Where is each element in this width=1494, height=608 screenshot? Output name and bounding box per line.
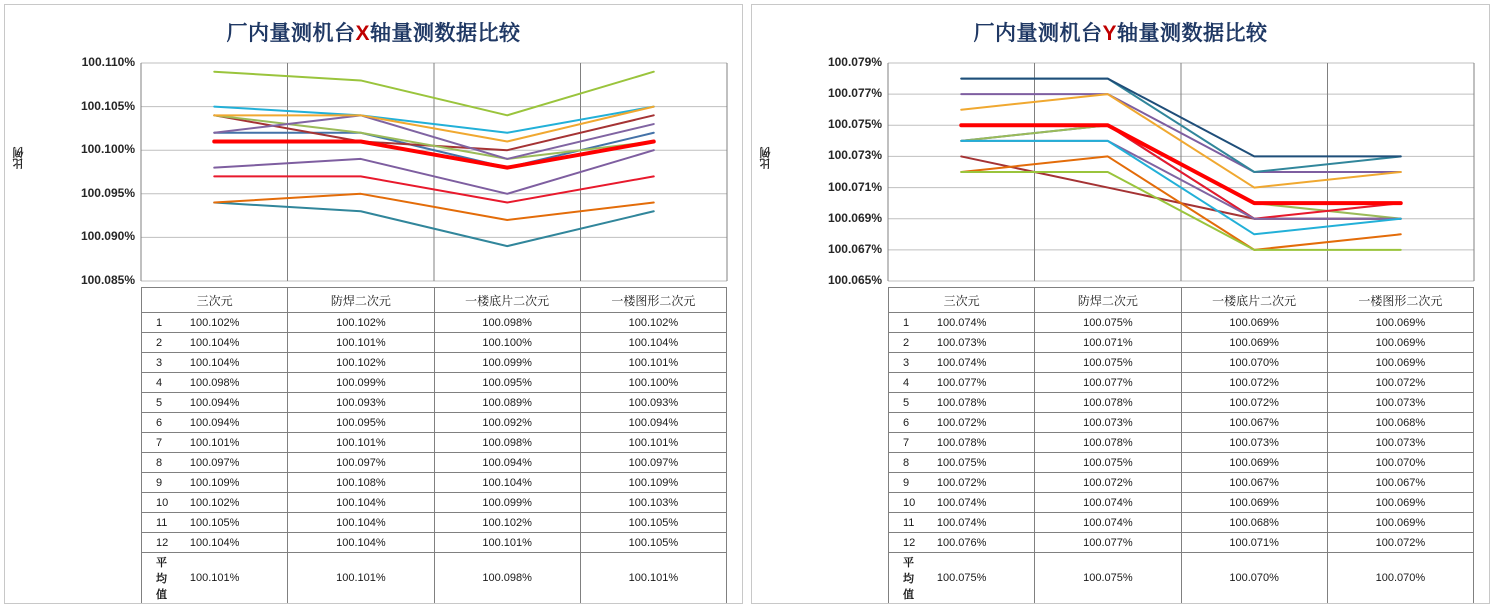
table-row [889,393,1474,413]
table-cell: 100.073% [889,333,1035,353]
y-tick-label: 100.075% [827,117,882,132]
table-cell: 100.098% [434,433,580,453]
table-row [142,333,727,353]
chart-panel-x [4,4,743,604]
y-tick-label: 100.095% [80,185,135,200]
table-row [142,393,727,413]
table-cell: 100.069% [1327,493,1473,513]
plot-area [752,47,1489,287]
table-cell: 100.094% [434,453,580,473]
table-cell: 100.105% [142,513,288,533]
legend-label: 4 [156,376,163,389]
table-cell: 100.078% [889,393,1035,413]
table-cell: 100.102% [288,313,434,333]
y-tick-label: 100.090% [80,229,135,244]
table-cell: 100.067% [1181,473,1327,493]
table-row [142,433,727,453]
table-cell: 100.104% [288,533,434,553]
chart-title-prefix: 厂内量测机台 [226,22,356,45]
table-cell: 100.097% [288,453,434,473]
legend-label: 12 [156,536,169,549]
table-cell: 100.071% [1035,333,1181,353]
table-cell: 100.105% [580,533,726,553]
table-cell: 100.069% [1327,353,1473,373]
table-cell: 100.102% [434,513,580,533]
y-tick-label: 100.065% [827,273,882,287]
data-table [888,287,1474,604]
table-cell: 100.072% [1181,393,1327,413]
y-tick-label: 100.105% [80,98,135,113]
column-header: 一楼底片二次元 [434,288,580,313]
chart-title-axis: Y [1102,22,1117,45]
legend-label: 6 [903,416,910,429]
table-row [142,493,727,513]
table-cell: 100.101% [580,353,726,373]
table-cell: 100.070% [1327,553,1473,604]
table-cell: 100.093% [288,393,434,413]
column-header: 防焊二次元 [1035,288,1181,313]
table-cell: 100.074% [889,313,1035,333]
legend-label: 4 [903,376,910,389]
table-cell: 100.098% [142,373,288,393]
column-header: 一楼图形二次元 [1327,288,1473,313]
legend-label: 5 [156,396,163,409]
legend-label: 3 [903,356,910,369]
legend-label: 1 [156,316,163,329]
chart-title-axis: X [355,22,370,45]
y-tick-label: 100.069% [827,210,882,225]
legend-label: 3 [156,356,163,369]
table-cell: 100.102% [288,353,434,373]
table-cell: 100.098% [434,313,580,333]
y-tick-label: 100.073% [827,148,882,163]
table-cell: 100.078% [1035,433,1181,453]
table-cell: 100.095% [288,413,434,433]
table-cell: 100.104% [142,333,288,353]
table-row [889,513,1474,533]
table-cell: 100.072% [1181,373,1327,393]
table-cell: 100.069% [1181,453,1327,473]
table-cell: 100.103% [580,493,726,513]
data-table [141,287,727,604]
table-cell: 100.093% [580,393,726,413]
table-row [142,453,727,473]
table-cell: 100.073% [1327,433,1473,453]
table-cell: 100.074% [1035,493,1181,513]
table-cell: 100.069% [1181,333,1327,353]
chart-panel-y [751,4,1490,604]
table-cell: 100.072% [1035,473,1181,493]
legend-label: 10 [156,496,169,509]
table-cell: 100.072% [1327,373,1473,393]
legend-label: 7 [903,436,910,449]
table-cell: 100.075% [889,553,1035,604]
table-cell: 100.069% [1181,493,1327,513]
table-cell: 100.069% [1327,313,1473,333]
legend-label: 8 [903,456,910,469]
table-cell: 100.075% [1035,313,1181,333]
legend-label: 8 [156,456,163,469]
table-cell: 100.067% [1181,413,1327,433]
table-row [889,453,1474,473]
table-row [889,493,1474,513]
table-cell: 100.104% [288,513,434,533]
table-cell: 100.095% [434,373,580,393]
table-cell: 100.099% [434,353,580,373]
legend-label: 11 [903,516,915,529]
legend-label: 5 [903,396,910,409]
table-row [142,553,727,604]
table-cell: 100.073% [1035,413,1181,433]
legend-label: 6 [156,416,163,429]
table-cell: 100.109% [142,473,288,493]
table-cell: 100.102% [142,493,288,513]
table-row [889,553,1474,604]
y-axis-label: 比例 [760,147,772,169]
table-cell: 100.068% [1181,513,1327,533]
legend-label: 10 [903,496,916,509]
table-cell: 100.074% [1035,513,1181,533]
legend-label: 平均值 [903,557,914,601]
table-cell: 100.073% [1181,433,1327,453]
table-cell: 100.070% [1181,353,1327,373]
table-cell: 100.069% [1181,313,1327,333]
table-cell: 100.075% [1035,553,1181,604]
table-row [889,373,1474,393]
table-cell: 100.074% [889,513,1035,533]
table-cell: 100.097% [142,453,288,473]
table-row [142,473,727,493]
table-cell: 100.100% [580,373,726,393]
column-header: 三次元 [889,288,1035,313]
table-cell: 100.070% [1181,553,1327,604]
column-header: 防焊二次元 [288,288,434,313]
table-cell: 100.072% [1327,533,1473,553]
table-row [889,313,1474,333]
table-cell: 100.077% [889,373,1035,393]
column-header: 一楼底片二次元 [1181,288,1327,313]
table-row [142,413,727,433]
table-cell: 100.075% [1035,353,1181,373]
table-cell: 100.101% [434,533,580,553]
table-cell: 100.094% [142,393,288,413]
table-cell: 100.102% [580,313,726,333]
table-row [142,373,727,393]
legend-label: 11 [156,516,168,529]
table-cell: 100.101% [288,433,434,453]
column-header: 三次元 [142,288,288,313]
y-axis-label: 比例 [13,147,25,169]
y-tick-label: 100.077% [827,86,882,101]
table-cell: 100.104% [142,353,288,373]
table-row [889,473,1474,493]
y-tick-label: 100.100% [80,142,135,157]
plot-area [5,47,742,287]
table-cell: 100.067% [1327,473,1473,493]
chart-title [5,5,742,47]
table-cell: 100.109% [580,473,726,493]
table-row [889,533,1474,553]
table-row [142,353,727,373]
table-cell: 100.069% [1327,513,1473,533]
table-cell: 100.073% [1327,393,1473,413]
table-cell: 100.099% [434,493,580,513]
table-cell: 100.068% [1327,413,1473,433]
legend-label: 2 [156,336,163,349]
table-cell: 100.076% [889,533,1035,553]
y-tick-label: 100.085% [80,273,135,287]
legend-label: 1 [903,316,910,329]
table-row [889,333,1474,353]
table-row [889,413,1474,433]
table-cell: 100.101% [288,333,434,353]
table-row [142,313,727,333]
table-cell: 100.071% [1181,533,1327,553]
legend-label: 9 [156,476,163,489]
table-cell: 100.097% [580,453,726,473]
table-cell: 100.074% [889,493,1035,513]
table-cell: 100.089% [434,393,580,413]
table-header-row [142,288,727,313]
table-cell: 100.102% [142,313,288,333]
table-cell: 100.092% [434,413,580,433]
table-cell: 100.098% [434,553,580,604]
table-cell: 100.101% [288,553,434,604]
table-cell: 100.101% [580,433,726,453]
legend-label: 7 [156,436,163,449]
chart-title-suffix: 轴量测数据比较 [370,22,521,45]
table-row [142,513,727,533]
table-cell: 100.075% [889,453,1035,473]
y-tick-label: 100.110% [81,55,135,69]
table-cell: 100.077% [1035,533,1181,553]
y-tick-label: 100.071% [827,179,882,194]
column-header: 一楼图形二次元 [580,288,726,313]
line-chart-svg [5,47,743,287]
table-cell: 100.072% [889,473,1035,493]
table-header-row [889,288,1474,313]
chart-title [752,5,1489,47]
table-row [142,533,727,553]
chart-title-prefix: 厂内量测机台 [973,22,1103,45]
table-cell: 100.094% [580,413,726,433]
table-cell: 100.069% [1327,333,1473,353]
table-cell: 100.104% [434,473,580,493]
legend-label: 9 [903,476,910,489]
table-cell: 100.104% [142,533,288,553]
table-cell: 100.100% [434,333,580,353]
table-cell: 100.078% [1035,393,1181,413]
table-row [889,433,1474,453]
table-cell: 100.094% [142,413,288,433]
table-cell: 100.104% [580,333,726,353]
y-tick-label: 100.079% [827,55,882,69]
table-cell: 100.072% [889,413,1035,433]
table-cell: 100.101% [142,553,288,604]
y-tick-label: 100.067% [827,241,882,256]
legend-label: 12 [903,536,916,549]
legend-label: 平均值 [156,557,167,601]
table-cell: 100.101% [580,553,726,604]
chart-title-suffix: 轴量测数据比较 [1117,22,1268,45]
table-cell: 100.077% [1035,373,1181,393]
table-cell: 100.099% [288,373,434,393]
table-cell: 100.074% [889,353,1035,373]
table-row [889,353,1474,373]
table-cell: 100.105% [580,513,726,533]
legend-label: 2 [903,336,910,349]
table-cell: 100.101% [142,433,288,453]
table-cell: 100.070% [1327,453,1473,473]
table-cell: 100.078% [889,433,1035,453]
table-cell: 100.108% [288,473,434,493]
table-cell: 100.104% [288,493,434,513]
table-cell: 100.075% [1035,453,1181,473]
